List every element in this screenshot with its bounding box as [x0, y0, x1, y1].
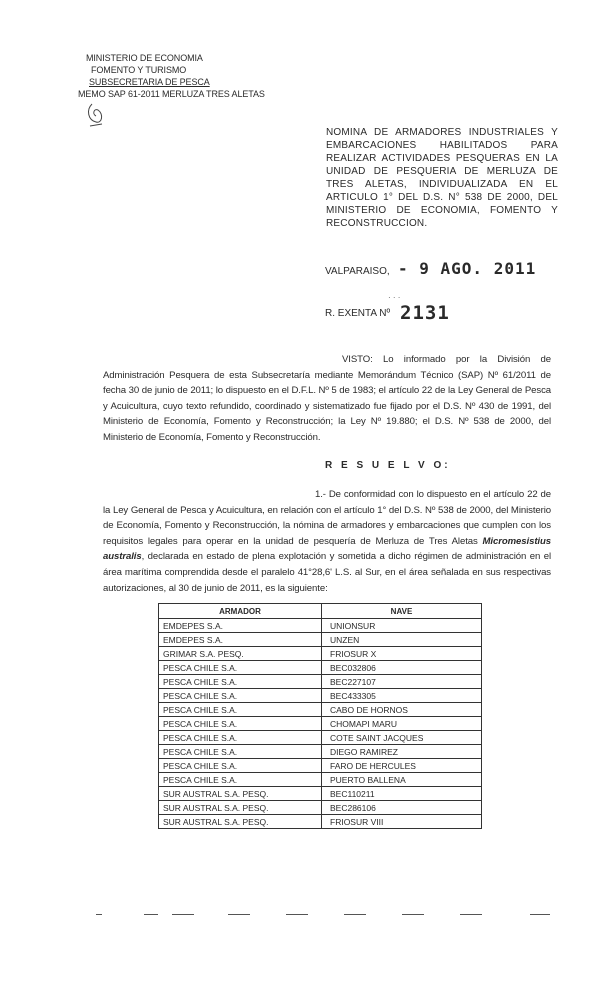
nave-cell: PUERTO BALLENA	[322, 773, 482, 787]
nave-cell: BEC110211	[322, 787, 482, 801]
armador-cell: PESCA CHILE S.A.	[159, 773, 322, 787]
table-row	[159, 773, 482, 787]
footer-dash	[286, 914, 308, 915]
armador-cell: PESCA CHILE S.A.	[159, 689, 322, 703]
nave-cell: UNIONSUR	[322, 619, 482, 633]
header-line-subsecretaria: SUBSECRETARIA DE PESCA	[89, 77, 210, 87]
article-1-text-b: , declarada en estado de plena explotación y sometida a dicho régimen de administración en el área marítima comprendida desde el paralelo 41°28,6' L.S. al Sur, en el área señalada en sus respectivas autorizaciones, al 30 de junio de 2011, es la siguiente:	[103, 551, 551, 594]
nave-cell: DIEGO RAMIREZ	[322, 745, 482, 759]
table-row	[159, 731, 482, 745]
armador-cell: PESCA CHILE S.A.	[159, 675, 322, 689]
place-label: VALPARAISO,	[325, 266, 390, 277]
nave-cell: FRIOSUR VIII	[322, 815, 482, 829]
armador-cell: EMDEPES S.A.	[159, 633, 322, 647]
footer-dash	[344, 914, 366, 915]
armador-cell: EMDEPES S.A.	[159, 619, 322, 633]
nave-cell: BEC227107	[322, 675, 482, 689]
species-name: Micromesistius australis	[103, 535, 551, 563]
armador-cell: SUR AUSTRAL S.A. PESQ.	[159, 815, 322, 829]
table-row	[159, 787, 482, 801]
nave-cell: BEC032806	[322, 661, 482, 675]
ministry-header	[78, 52, 265, 100]
footer-dash	[96, 914, 102, 915]
resuelvo-heading: R E S U E L V O:	[325, 460, 451, 471]
footer-dash	[228, 914, 250, 915]
table-row	[159, 745, 482, 759]
armador-cell: PESCA CHILE S.A.	[159, 759, 322, 773]
table-row	[159, 759, 482, 773]
nave-cell: FARO DE HERCULES	[322, 759, 482, 773]
armador-cell: SUR AUSTRAL S.A. PESQ.	[159, 801, 322, 815]
armador-cell: PESCA CHILE S.A.	[159, 703, 322, 717]
header-line-memo: MEMO SAP 61-2011 MERLUZA TRES ALETAS	[78, 89, 265, 99]
article-1-text-a: 1.- De conformidad con lo dispuesto en el artículo 22 de la Ley General de Pesca y Acuicultura, en relación con el artículo 1° del D.S. Nº 538 de 2000, del Ministerio de Economía, Fomento y Reconstrucción, la nómina de armadores y embarcaciones que cumplen con los requisitos legales para operar en la unidad de pesquería de Merluza de Tres Aletas	[103, 489, 551, 547]
footer-dash	[460, 914, 482, 915]
handwritten-initial-mark	[84, 100, 114, 130]
armador-cell: PESCA CHILE S.A.	[159, 731, 322, 745]
table-row	[159, 815, 482, 829]
table-row	[159, 717, 482, 731]
armador-cell: SUR AUSTRAL S.A. PESQ.	[159, 787, 322, 801]
resolution-label: R. EXENTA Nº	[325, 308, 391, 319]
table-row	[159, 647, 482, 661]
header-line-ministry: MINISTERIO DE ECONOMIA	[86, 53, 203, 63]
header-line-fomento: FOMENTO Y TURISMO	[91, 65, 187, 75]
armador-cell: PESCA CHILE S.A.	[159, 661, 322, 675]
footer-dash	[402, 914, 424, 915]
table-header-row	[159, 604, 482, 619]
armador-cell: PESCA CHILE S.A.	[159, 745, 322, 759]
stamp-dots: · · ·	[388, 293, 401, 302]
armador-cell: PESCA CHILE S.A.	[159, 717, 322, 731]
armador-cell: GRIMAR S.A. PESQ.	[159, 647, 322, 661]
table-row	[159, 633, 482, 647]
table-row	[159, 661, 482, 675]
resolution-number: 2131	[400, 302, 450, 324]
nave-cell: COTE SAINT JACQUES	[322, 731, 482, 745]
nave-cell: CHOMAPI MARU	[322, 717, 482, 731]
nave-cell: BEC286106	[322, 801, 482, 815]
table-row	[159, 619, 482, 633]
date-stamp: - 9 AGO. 2011	[398, 259, 537, 278]
nave-cell: FRIOSUR X	[322, 647, 482, 661]
footer-dash	[172, 914, 194, 915]
column-header-nave: NAVE	[322, 604, 482, 619]
table-row	[159, 801, 482, 815]
resolution-title: NOMINA DE ARMADORES INDUSTRIALES Y EMBARCACIONES HABILITADOS PARA REALIZAR ACTIVIDADES PESQUERAS EN LA UNIDAD DE PESQUERIA DE MERLUZA DE TRES ALETAS, INDIVIDUALIZADA EN EL ARTICULO 1° DEL D.S. N° 538 DE 2000, DEL MINISTERIO DE ECONOMIA, FOMENTO Y RECONSTRUCCION.	[326, 127, 558, 229]
table-row	[159, 703, 482, 717]
armadores-table	[158, 603, 482, 829]
nave-cell: CABO DE HORNOS	[322, 703, 482, 717]
article-1-paragraph	[103, 487, 551, 596]
table-row	[159, 689, 482, 703]
column-header-armador: ARMADOR	[159, 604, 322, 619]
footer-dash	[144, 914, 158, 915]
footer-dash	[530, 914, 550, 915]
table-row	[159, 675, 482, 689]
nave-cell: UNZEN	[322, 633, 482, 647]
nave-cell: BEC433305	[322, 689, 482, 703]
visto-paragraph: VISTO: Lo informado por la División de Administración Pesquera de esta Subsecretaría mediante Memorándum Técnico (SAP) Nº 61/2011 de fecha 30 de junio de 2011; lo dispuesto en el D.F.L. Nº 5 de 1983; el artículo 22 de la Ley General de Pesca y Acuicultura, cuyo texto refundido, coordinado y sistematizado fue fijado por el D.S. Nº 430 de 1991, del Ministerio de Economía, Fomento y Reconstrucción; la Ley Nº 19.880; el D.S. Nº 538 de 2000, del Ministerio de Economía, Fomento y Reconstrucción.	[103, 354, 551, 443]
